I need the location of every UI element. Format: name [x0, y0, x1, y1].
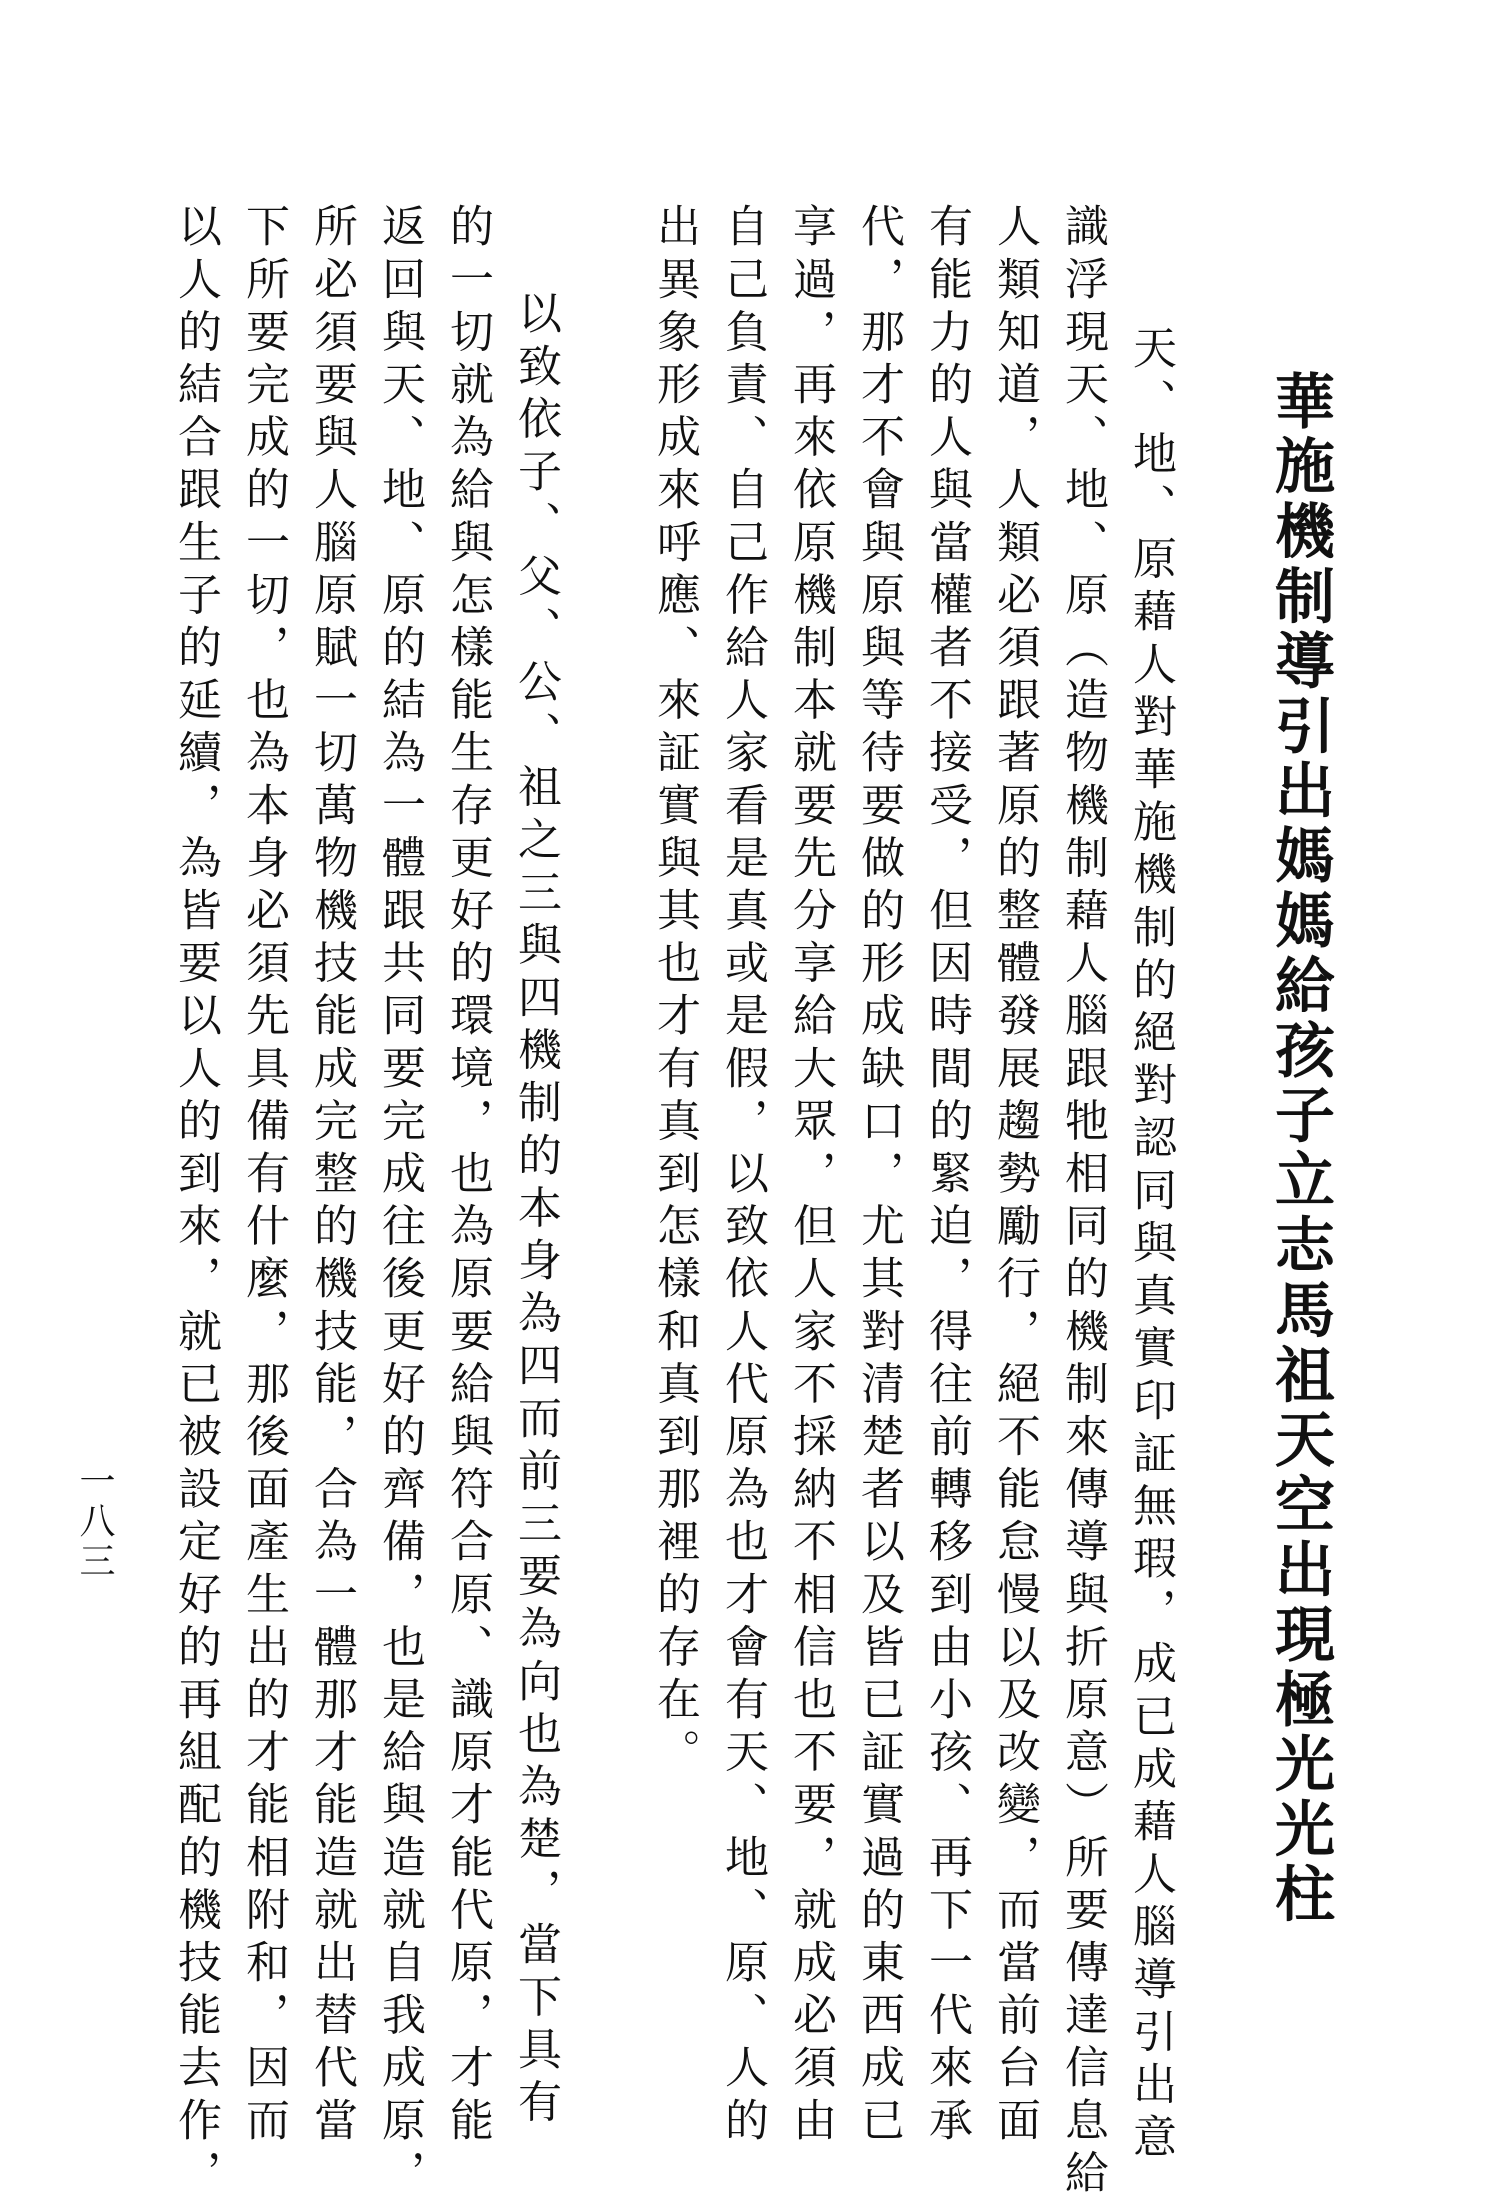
text-line-9: 以致依子、父、公、祖之三與四機制的本身為四而前三要為向也為楚，當下具有	[510, 290, 561, 2131]
text-line-14: 以人的結合跟生子的延續，為皆要以人的到來，就已被設定好的再組配的機技能去作，	[170, 203, 221, 2202]
text-line-7: 自己負責、自己作給人家看是真或是假，以致依人代原為也才會有天、地、原、人的	[717, 203, 768, 2150]
text-line-3: 人類知道，人類必須跟著原的整體發展趨勢勵行，絕不能怠慢以及改變，而當前台面	[989, 203, 1040, 2150]
text-line-11: 返回與天、地、原的結為一體跟共同要完成往後更好的齊備，也是給與造就自我成原，	[374, 203, 425, 2202]
text-line-8: 出異象形成來呼應、來証實與其也才有真到怎樣和真到那裡的存在。	[649, 203, 700, 1781]
text-line-6: 享過，再來依原機制本就要先分享給大眾，但人家不採納不相信也不要，就成必須由	[785, 203, 836, 2150]
text-line-12: 所必須要與人腦原賦一切萬物機技能成完整的機技能，合為一體那才能造就出替代當	[306, 203, 357, 2150]
text-line-1: 天、地、原藉人對華施機制的絕對認同與真實印証無瑕，成已成藉人腦導引出意	[1125, 325, 1176, 2166]
page-title: 華施機制導引出媽媽給孩子立志馬祖天空出現極光光柱	[1265, 370, 1335, 1928]
text-line-2: 識浮現天、地、原（造物機制藉人腦跟牠相同的機制來傳導與折原意）所要傳達信息給	[1057, 203, 1108, 2202]
text-line-13: 下所要完成的一切，也為本身必須先具備有什麼，那後面產生出的才能相附和，因而	[238, 203, 289, 2150]
page-number: 一八三	[74, 1462, 115, 1582]
text-line-10: 的一切就為給與怎樣能生存更好的環境，也為原要給與符合原、識原才能代原，才能	[442, 203, 493, 2150]
text-line-5: 代，那才不會與原與等待要做的形成缺口，尤其對清楚者以及皆已証實過的東西成已	[853, 203, 904, 2150]
text-line-4: 有能力的人與當權者不接受，但因時間的緊迫，得往前轉移到由小孩、再下一代來承	[921, 203, 972, 2150]
